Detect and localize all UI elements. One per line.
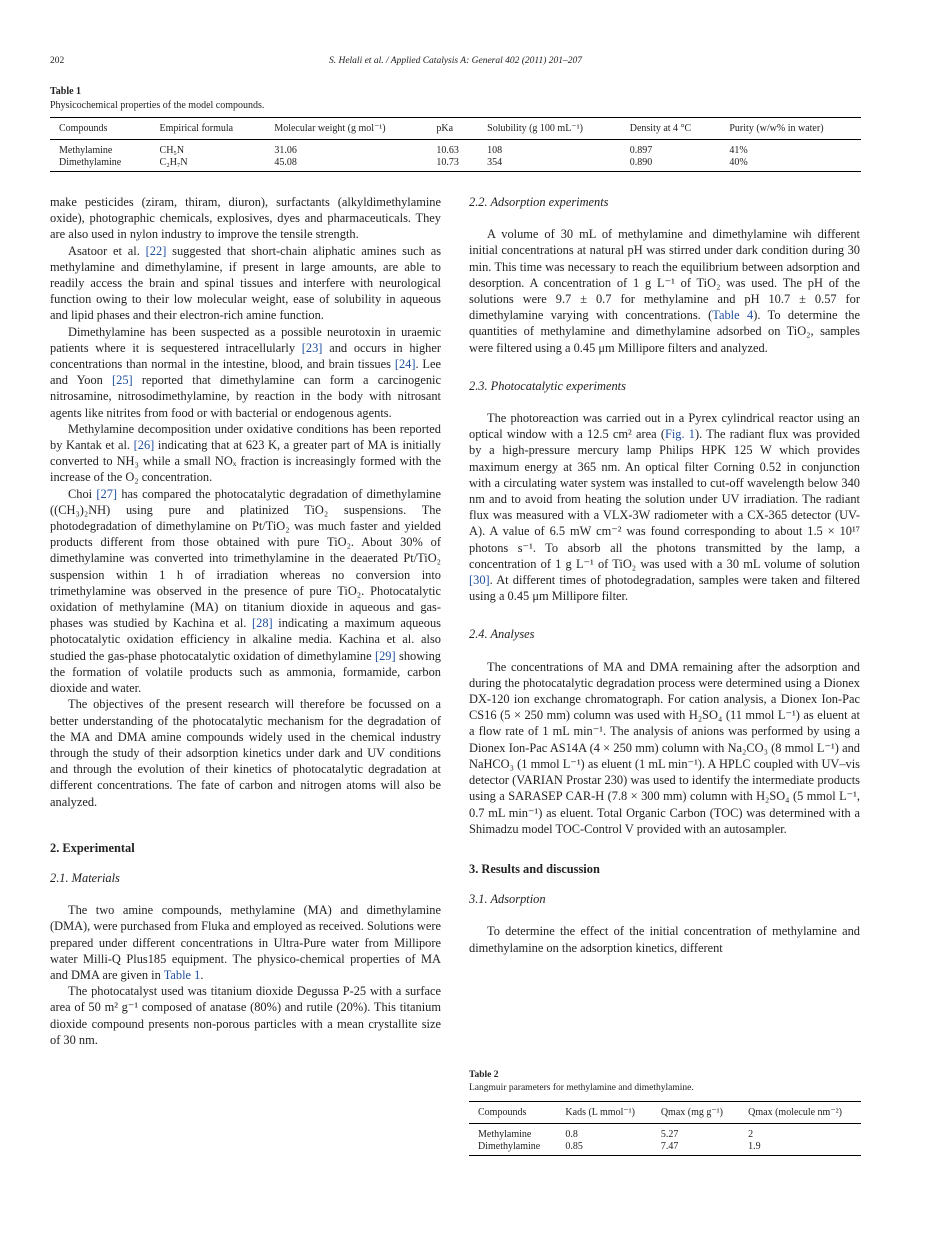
- subsection-heading: 2.1. Materials: [50, 870, 120, 885]
- paragraph: To determine the effect of the initial concentration of methylamine and dimethylamine on the adsorption kinetics, different: [469, 924, 860, 955]
- paragraph: Methylamine decomposition under oxidative conditions has been reported by Kantak et al. [26] indicating that at 623 K, a greater part of MA is initially converted to NH₃ while a small NOₓ fraction is increasingly formed with the increase of the O₂ concentration.: [50, 421, 441, 485]
- table1-col: Purity (w/w% in water): [720, 118, 861, 140]
- table-cell: 0.890: [621, 157, 721, 172]
- citation-link[interactable]: [23]: [301, 340, 323, 355]
- table-cell: 0.897: [629, 145, 653, 156]
- paragraph: Dimethylamine has been suspected as a possible neurotoxin in uraemic patients where it is sequestered intracellularly [23] and occurs in higher concentrations than normal in the intestine, blood, and brain tissues [24]. Lee and Yoon [25] reported that dimethylamine can form a carcinogenic nitrosamine, nitrosodimethylamine, by reaction in the body with nitrosant agents like nitrites from food or with bacterial or endogenous agents.: [50, 324, 441, 420]
- table2-caption: [469, 1069, 694, 1095]
- table2-col: Compounds: [469, 1102, 556, 1124]
- citation-link[interactable]: [25]: [112, 373, 133, 388]
- table2-col: Qmax (mg g⁻¹): [652, 1102, 739, 1124]
- table-row: [50, 140, 861, 158]
- table-link[interactable]: Table 1: [163, 967, 201, 982]
- table1-col: Density at 4 °C: [621, 118, 721, 140]
- subsection-heading: 2.4. Analyses: [469, 627, 535, 642]
- paragraph: The photoreaction was carried out in a Pyrex cylindrical reactor using an optical window with a 12.5 cm² area (Fig. 1). The radiant flux was provided by a high-pressure mercury lamp Philips HPK 125 W which provides maximum energy at 365 nm. An optical filter Corning 0.52 in conjunction with a circulating water system was installed to cut-off wavelength below 340 nm and to avoid from heating the solution under UV irradiation. The radiant flux was measured with a VLX-3W radiometer with a CX-365 detector (UV-A). A value of 6.5 mW cm⁻² was found corresponding to about 1.5 × 10¹⁷ photons s⁻¹. To absorb all the photons transmitted by the lamp, a concentration of 1 g L⁻¹ of TiO₂ was used with a 30 mL volume of solution [30]. At different times of photodegradation, samples were taken and filtered using a 0.45 μm Millipore filter.: [469, 411, 861, 604]
- table-row: [50, 157, 861, 172]
- citation-link[interactable]: [26]: [133, 438, 155, 453]
- table-cell: 0.8: [565, 1129, 578, 1140]
- section-heading: 2. Experimental: [50, 840, 135, 855]
- paragraph: Choi [27] has compared the photocatalytic degradation of dimethylamine ((CH₃)₂NH) using pure and platinized TiO₂ suspensions. The photodegradation of dimethylamine on Pt/TiO₂ was much faster and yielded products different from those obtained with pure TiO₂. About 30% of dimethylamine was converted into trimethylamine in the deaerated Pt/TiO₂ suspension within 1 h of irradiation whereas no conversion into trimethylamine was observed in the presence of pure TiO₂. Photocatalytic oxidation of methylamine (MA) on titanium dioxide in aqueous and gas-phases was studied by Kachina et al. [28] indicating a maximum aqueous photocatalytic oxidation efficiency in alkaline media. Kachina et al. also studied the gas-phase photocatalytic oxidation of dimethylamine [29] showing the formation of volatile products such as ammonia, formamide, carbon dioxide and water.: [50, 486, 441, 696]
- citation-link[interactable]: [22]: [145, 243, 167, 258]
- table-cell: 40%: [720, 157, 861, 172]
- table1-title: Physicochemical properties of the model compounds.: [50, 100, 265, 111]
- figure-link[interactable]: Fig. 1: [664, 427, 695, 442]
- table1-col: Compounds: [50, 118, 151, 140]
- table2: [469, 1101, 861, 1156]
- subsection-heading: 3.1. Adsorption: [469, 892, 546, 907]
- table-cell: C₂H₇N: [151, 157, 266, 172]
- table-cell: 45.08: [265, 157, 427, 172]
- table-cell: Methylamine: [59, 145, 113, 156]
- table2-header-row: [469, 1102, 861, 1124]
- table1-caption: [50, 85, 264, 113]
- citation-link[interactable]: [28]: [252, 616, 273, 631]
- table-cell: 7.47: [652, 1141, 739, 1156]
- right-column: [469, 194, 860, 956]
- table-cell: 1.9: [739, 1141, 861, 1156]
- table-cell: 41%: [729, 145, 748, 156]
- table1-header-row: [50, 118, 861, 140]
- table-cell: Dimethylamine: [50, 157, 151, 172]
- table1-col: Molecular weight (g mol⁻¹): [265, 118, 427, 140]
- table-cell: Methylamine: [478, 1129, 532, 1140]
- table-cell: 354: [478, 157, 621, 172]
- table-cell: 5.27: [660, 1129, 679, 1140]
- table-cell: 10.73: [427, 157, 478, 172]
- table-cell: 2: [748, 1129, 754, 1140]
- table-cell: CH₅N: [159, 145, 185, 156]
- table2-col: Qmax (molecule nm⁻²): [739, 1102, 861, 1124]
- table-cell: 0.85: [556, 1141, 651, 1156]
- table2-col: Kads (L mmol⁻¹): [556, 1102, 651, 1124]
- subsection-heading: 2.2. Adsorption experiments: [469, 195, 609, 209]
- subsection-heading: 2.3. Photocatalytic experiments: [469, 378, 626, 393]
- table-cell: 108: [487, 145, 503, 156]
- table-cell: 10.63: [436, 145, 459, 156]
- table-link[interactable]: Table 4: [712, 308, 754, 323]
- table1-label: Table 1: [50, 86, 82, 97]
- paragraph: The concentrations of MA and DMA remaining after the adsorption and during the photocatalytic degradation process were determined using a Dionex DX-120 ion exchange chromatograph. For cation analysis, a Dionex Ion-Pac CS16 (5 × 250 mm) column was used with H₂SO₄ (11 mmol L⁻¹) as eluent at a flow rate of 1 mL min⁻¹. The analysis of anions was performed by using a Dionex Ion-Pac AS14A (4 × 250 mm) column with Na₂CO₃ (8 mmol L⁻¹) and NaHCO₃ (1 mmol L⁻¹) as eluent (1 mL min⁻¹). A HPLC coupled with UV–vis detector (VARIAN Prostar 230) was used to identify the intermediate products using a SARASEP CAR-H (7.8 × 300 mm) column with H₂SO₄ (5 mmol L⁻¹, 0.7 mL min⁻¹) as eluent. Total Organic Carbon (TOC) was determined with a Shimadzu model TOC-Control V provided with an autosampler.: [469, 659, 860, 836]
- table1: [50, 117, 861, 172]
- paragraph: A volume of 30 mL of methylamine and dimethylamine wih different initial concentrations at natural pH was stirred under dark condition during 30 min. This time was necessary to reach the equilibrium between adsorption and desorption. A concentration of 1 g L⁻¹ of TiO₂ was used. The pH of the solutions were 9.7 ± 0.7 for methylamine and pH 10.7 ± 0.57 for dimethylamine varying with concentrations. (Table 4). To determine the quantities of methylamine and dimethylamine adsorbed on TiO₂, samples were filtered using a 0.45 μm Millipore filters and analyzed.: [469, 227, 860, 355]
- citation-link[interactable]: [30]: [469, 573, 490, 588]
- citation-link[interactable]: [27]: [96, 486, 118, 501]
- table2-title: Langmuir parameters for methylamine and dimethylamine.: [469, 1083, 694, 1093]
- citation-link[interactable]: [24]: [394, 357, 416, 372]
- paragraph: make pesticides (ziram, thiram, diuron), surfactants (alkyldimethylamine oxide), photographic chemicals, explosives, dyes and pharmaceuticals. They are also used in nylon industry to improve the tensile strength.: [50, 195, 441, 242]
- table1-col: Solubility (g 100 mL⁻¹): [478, 118, 621, 140]
- paragraph: The objectives of the present research will therefore be focussed on a better understanding of the photocatalytic mechanism for the degradation of the MA and DMA amine compounds widely used in the chemical industry through the study of their adsorption kinetics under dark and UV conditions and through the evolution of their kinetics of photocatalytic degradation at different concentrations. The fate of carbon and nitrogen atoms will also be analyzed.: [50, 697, 441, 809]
- paragraph: Asatoor et al. [22] suggested that short-chain aliphatic amines such as methylamine and dimethylamine, if present in large amounts, are able to readily access the brain and spinal tissues and interfere with neurological function owing to their low molecular weight, ease of solubility in aqueous and lipid phases and their electron-rich amine function.: [50, 243, 442, 323]
- table-row: [469, 1141, 861, 1156]
- table2-label: Table 2: [469, 1070, 499, 1080]
- left-column: [50, 194, 441, 1048]
- journal-citation: S. Helali et al. / Applied Catalysis A: General 402 (2011) 201–207: [328, 56, 583, 66]
- citation-link[interactable]: [29]: [374, 648, 396, 663]
- section-heading: 3. Results and discussion: [469, 861, 600, 876]
- table-cell: Dimethylamine: [469, 1141, 556, 1156]
- table-cell: 31.06: [274, 145, 297, 156]
- table-row: [469, 1124, 861, 1142]
- table1-col: pKa: [427, 118, 478, 140]
- table1-col: Empirical formula: [151, 118, 266, 140]
- paragraph: The two amine compounds, methylamine (MA) and dimethylamine (DMA), were purchased from Fluka and employed as received. Solutions were prepared under different concentrations in Ultra-Pure water from Millipore water Milli-Q Plus185 equipment. The physico-chemical properties of MA and DMA are given in Table 1.: [50, 903, 441, 982]
- page-number: 202: [50, 56, 65, 66]
- paragraph: The photocatalyst used was titanium dioxide Degussa P-25 with a surface area of 50 m² g⁻¹ composed of anatase (80%) and rutile (20%). This titanium dioxide compound presents non-porous particles with a mean crystallite size of 30 nm.: [50, 984, 441, 1047]
